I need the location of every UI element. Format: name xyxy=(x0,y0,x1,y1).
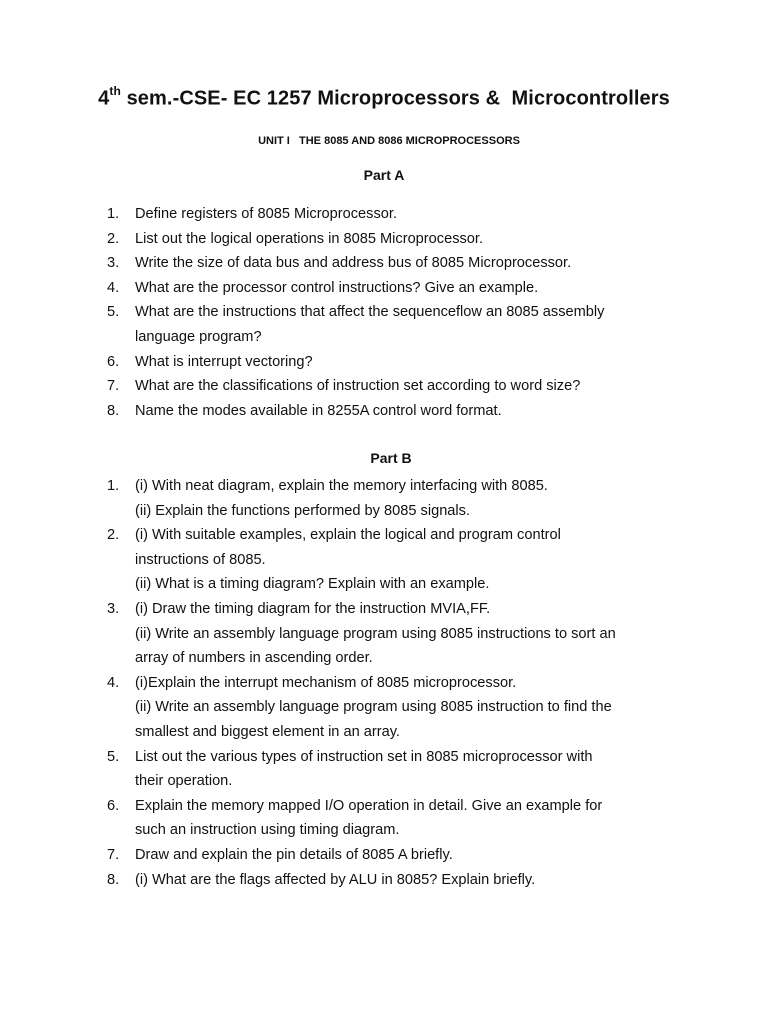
question-number: 4. xyxy=(107,279,120,296)
question-text-line: Name the modes available in 8255A control word format. xyxy=(135,402,502,419)
question-item xyxy=(107,227,687,252)
question-text-line: smallest and biggest element in an array. xyxy=(135,723,400,740)
question-text-line: Define registers of 8085 Microprocessor. xyxy=(135,206,397,222)
part-a-heading: Part A xyxy=(363,167,405,183)
question-text-line: (i) Draw the timing diagram for the instruction MVIA,FF. xyxy=(135,600,491,617)
question-item xyxy=(107,597,687,671)
question-item xyxy=(107,474,687,523)
question-item xyxy=(107,350,687,375)
question-number: 1. xyxy=(107,478,120,494)
question-number: 4. xyxy=(107,674,120,691)
question-text-line: List out the logical operations in 8085 Microprocessor. xyxy=(135,230,484,247)
title-rest: sem.-CSE- EC 1257 Microprocessors & Microcontrollers xyxy=(120,87,670,110)
document-title xyxy=(0,86,768,111)
question-text-line: (ii) What is a timing diagram? Explain with an example. xyxy=(135,576,490,593)
question-item xyxy=(107,868,687,893)
question-text-line: (ii) Write an assembly language program using 8085 instructions to sort an xyxy=(135,625,616,642)
question-item xyxy=(107,523,687,597)
question-number: 1. xyxy=(107,206,120,222)
part-b-question-list xyxy=(107,474,687,892)
question-text-line: (i) What are the flags affected by ALU in 8085? Explain briefly. xyxy=(135,871,536,888)
question-number: 2. xyxy=(107,527,120,544)
question-number: 8. xyxy=(107,871,120,888)
question-number: 7. xyxy=(107,378,120,395)
question-number: 3. xyxy=(107,255,120,272)
question-item xyxy=(107,794,687,843)
question-text-line: What are the processor control instructions? Give an example. xyxy=(135,279,539,296)
title-superscript: th xyxy=(109,84,121,98)
question-text-line: What are the instructions that affect the sequenceflow an 8085 assembly xyxy=(135,304,605,321)
question-text-line: their operation. xyxy=(135,773,233,790)
question-item xyxy=(107,671,687,745)
question-text-line: array of numbers in ascending order. xyxy=(135,650,373,667)
question-text-line: (ii) Explain the functions performed by 8085 signals. xyxy=(135,502,471,519)
title-prefix: 4 xyxy=(98,87,110,110)
question-text-line: (i) With neat diagram, explain the memory interfacing with 8085. xyxy=(135,478,548,494)
question-item xyxy=(107,374,687,399)
question-text-line: (ii) Write an assembly language program using 8085 instruction to find the xyxy=(135,699,612,716)
question-text-line: Write the size of data bus and address bus of 8085 Microprocessor. xyxy=(135,255,572,272)
question-number: 5. xyxy=(107,304,120,321)
part-b-heading: Part B xyxy=(370,450,412,466)
question-item xyxy=(107,300,687,349)
question-number: 6. xyxy=(107,353,120,370)
question-number: 8. xyxy=(107,402,120,419)
question-text-line: instructions of 8085. xyxy=(135,551,266,568)
question-text-line: language program? xyxy=(135,328,262,345)
question-text-line: (i) With suitable examples, explain the logical and program control xyxy=(135,527,561,544)
question-item xyxy=(107,276,687,301)
question-text-line: Draw and explain the pin details of 8085 A briefly. xyxy=(135,846,453,863)
question-text-line: such an instruction using timing diagram. xyxy=(135,822,400,839)
question-number: 5. xyxy=(107,748,120,765)
part-a-question-list xyxy=(107,202,687,423)
question-item xyxy=(107,843,687,868)
question-text-line: What is interrupt vectoring? xyxy=(135,353,313,370)
unit-heading: UNIT I THE 8085 AND 8086 MICROPROCESSORS xyxy=(258,135,520,147)
question-text-line: Explain the memory mapped I/O operation in detail. Give an example for xyxy=(135,797,603,814)
question-item xyxy=(107,399,687,424)
question-text-line: List out the various types of instruction set in 8085 microprocessor with xyxy=(135,748,593,765)
question-item xyxy=(107,202,687,227)
question-text-line: (i)Explain the interrupt mechanism of 8085 microprocessor. xyxy=(135,674,517,691)
question-number: 7. xyxy=(107,846,120,863)
question-item xyxy=(107,251,687,276)
question-number: 3. xyxy=(107,600,120,617)
question-number: 2. xyxy=(107,230,120,247)
question-text-line: What are the classifications of instruction set according to word size? xyxy=(135,378,581,395)
question-item xyxy=(107,745,687,794)
question-number: 6. xyxy=(107,797,120,814)
